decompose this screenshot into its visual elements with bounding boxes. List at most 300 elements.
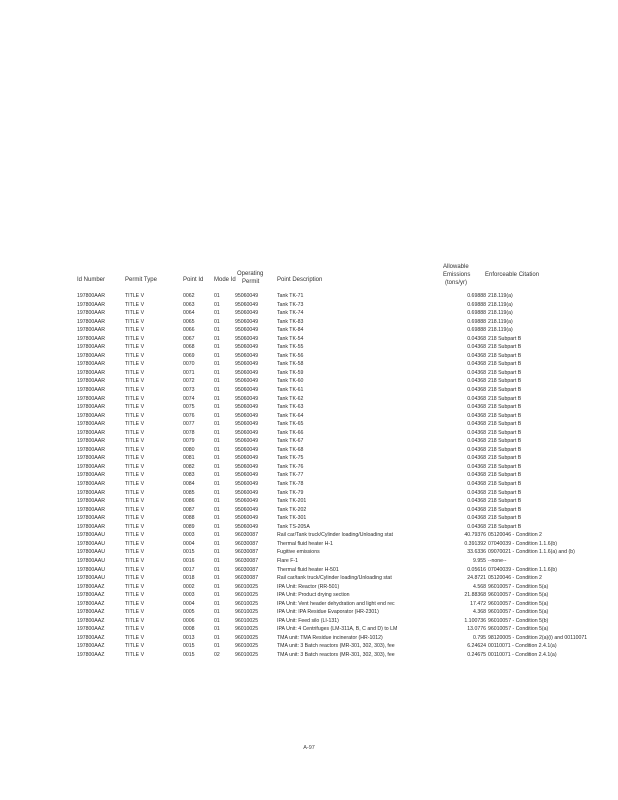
cell-permit-type: TITLE V — [125, 472, 145, 479]
cell-permit-type: TITLE V — [125, 404, 145, 411]
cell-enforceable-citation: 218 Subpart B — [488, 506, 522, 513]
cell-operating-permit: 96010025 — [235, 643, 259, 650]
cell-operating-permit: 96030087 — [235, 532, 259, 539]
cell-mode-id: 01 — [214, 301, 220, 308]
table-row — [77, 480, 618, 489]
cell-point-id: 0015 — [183, 549, 195, 556]
cell-point-description: TMA unit: 3 Batch reactors (MR-301, 302, 303), fee — [277, 643, 395, 650]
cell-point-description: Tank TK-65 — [277, 421, 304, 428]
cell-mode-id: 01 — [214, 387, 220, 394]
table-row — [77, 412, 618, 421]
cell-id-number: 197800AAZ — [77, 651, 105, 658]
cell-point-id: 0067 — [183, 335, 195, 342]
cell-permit-type: TITLE V — [125, 575, 145, 582]
cell-mode-id: 01 — [214, 318, 220, 325]
cell-permit-type: TITLE V — [125, 566, 145, 573]
cell-mode-id: 01 — [214, 489, 220, 496]
cell-point-id: 0004 — [183, 600, 195, 607]
table-row — [77, 506, 618, 515]
cell-point-id: 0008 — [183, 626, 195, 633]
cell-allowable-emissions: 0.69888 — [467, 327, 486, 334]
cell-point-id: 0087 — [183, 506, 195, 513]
cell-operating-permit: 95060049 — [235, 310, 259, 317]
cell-enforceable-citation: 05120046 - Condition 2 — [488, 532, 542, 539]
cell-id-number: 197800AAR — [77, 498, 105, 505]
cell-permit-type: TITLE V — [125, 617, 145, 624]
table-row — [77, 335, 618, 344]
cell-operating-permit: 95060049 — [235, 335, 259, 342]
cell-permit-type: TITLE V — [125, 609, 145, 616]
cell-operating-permit: 96010025 — [235, 651, 259, 658]
cell-enforceable-citation: 00110071 - Condition 2.4.1(a) — [488, 651, 557, 658]
cell-id-number: 197800AAZ — [77, 626, 105, 633]
cell-enforceable-citation: 218 Subpart B — [488, 361, 522, 368]
cell-point-id: 0077 — [183, 421, 195, 428]
cell-mode-id: 01 — [214, 395, 220, 402]
cell-allowable-emissions: 9.955 — [473, 557, 486, 564]
table-row — [77, 600, 618, 609]
table-row — [77, 566, 618, 575]
table-row — [77, 574, 618, 583]
cell-point-description: Tank TK-75 — [277, 455, 304, 462]
table-row — [77, 497, 618, 506]
table-row — [77, 326, 618, 335]
cell-mode-id: 01 — [214, 506, 220, 513]
table-row — [77, 625, 618, 634]
cell-operating-permit: 95060049 — [235, 361, 259, 368]
cell-point-description: Tank TK-60 — [277, 378, 304, 385]
cell-point-id: 0066 — [183, 327, 195, 334]
cell-allowable-emissions: 0.04368 — [467, 369, 486, 376]
cell-point-description: Tank TK-201 — [277, 498, 307, 505]
table-row — [77, 591, 618, 600]
cell-permit-type: TITLE V — [125, 583, 145, 590]
cell-point-description: IPA Unit: 4 Centrifuges (LM-311A, B, C and D) to LM — [277, 626, 398, 633]
cell-enforceable-citation: 96010057 - Condition 5(a) — [488, 592, 549, 599]
cell-operating-permit: 96030087 — [235, 566, 259, 573]
cell-permit-type: TITLE V — [125, 378, 145, 385]
cell-point-id: 0086 — [183, 498, 195, 505]
cell-permit-type: TITLE V — [125, 455, 145, 462]
cell-point-id: 0004 — [183, 540, 195, 547]
cell-enforceable-citation: 96010057 - Condition 5(a) — [488, 626, 549, 633]
cell-enforceable-citation: 00110071 - Condition 2.4.1(a) — [488, 643, 557, 650]
cell-point-id: 0015 — [183, 643, 195, 650]
cell-permit-type: TITLE V — [125, 446, 145, 453]
cell-allowable-emissions: 17.472 — [470, 600, 486, 607]
cell-permit-type: TITLE V — [125, 463, 145, 470]
cell-point-id: 0005 — [183, 609, 195, 616]
cell-point-description: Tank TK-202 — [277, 506, 307, 513]
cell-enforceable-citation: 218 Subpart B — [488, 387, 522, 394]
table-row — [77, 514, 618, 523]
cell-point-id: 0068 — [183, 344, 195, 351]
header-operating-permit-line2: Permit — [242, 279, 260, 285]
table-row — [77, 642, 618, 651]
cell-id-number: 197800AAZ — [77, 583, 105, 590]
cell-enforceable-citation: 218 Subpart B — [488, 404, 522, 411]
cell-mode-id: 01 — [214, 369, 220, 376]
cell-id-number: 197800AAR — [77, 421, 105, 428]
cell-point-id: 0016 — [183, 557, 195, 564]
cell-allowable-emissions: 0.05616 — [467, 566, 486, 573]
cell-point-id: 0015 — [183, 651, 195, 658]
table-row — [77, 583, 618, 592]
cell-enforceable-citation: 218 Subpart B — [488, 378, 522, 385]
cell-point-description: Tank TK-71 — [277, 293, 304, 299]
cell-enforceable-citation: 218.119(a) — [488, 293, 513, 299]
cell-allowable-emissions: 24.8721 — [467, 575, 486, 582]
cell-point-id: 0071 — [183, 369, 195, 376]
cell-enforceable-citation: 218 Subpart B — [488, 344, 522, 351]
cell-point-description: Tank TS-205A — [277, 523, 310, 530]
table-row — [77, 360, 618, 369]
cell-mode-id: 01 — [214, 429, 220, 436]
cell-operating-permit: 95060049 — [235, 523, 259, 530]
cell-operating-permit: 95060049 — [235, 438, 259, 445]
cell-allowable-emissions: 0.04368 — [467, 481, 486, 488]
cell-enforceable-citation: 218 Subpart B — [488, 463, 522, 470]
cell-point-id: 0018 — [183, 575, 195, 582]
cell-point-id: 0013 — [183, 634, 195, 641]
cell-point-description: TMA unit: TMA Residue incinerator (HR-1012) — [277, 634, 383, 641]
cell-allowable-emissions: 6.24624 — [467, 643, 486, 650]
cell-point-description: Fugitive emissions — [277, 549, 320, 556]
cell-mode-id: 01 — [214, 600, 220, 607]
cell-enforceable-citation: 98120005 - Condition 2(a)(i) and 00110071 — [488, 634, 588, 641]
cell-operating-permit: 95060049 — [235, 455, 259, 462]
cell-mode-id: 01 — [214, 634, 220, 641]
cell-mode-id: 01 — [214, 523, 220, 530]
cell-mode-id: 01 — [214, 421, 220, 428]
cell-permit-type: TITLE V — [125, 626, 145, 633]
cell-operating-permit: 95060049 — [235, 344, 259, 351]
cell-mode-id: 01 — [214, 463, 220, 470]
cell-allowable-emissions: 21.88368 — [464, 592, 486, 599]
cell-enforceable-citation: 218 Subpart B — [488, 455, 522, 462]
table-row — [77, 386, 618, 395]
cell-id-number: 197800AAR — [77, 429, 105, 436]
cell-point-description: Thermal fluid heater H-501 — [277, 566, 339, 573]
cell-enforceable-citation: 218.119(a) — [488, 318, 513, 325]
table-row — [77, 463, 618, 472]
cell-permit-type: TITLE V — [125, 335, 145, 342]
cell-id-number: 197800AAU — [77, 532, 105, 539]
cell-operating-permit: 95060049 — [235, 429, 259, 436]
cell-allowable-emissions: 0.04368 — [467, 472, 486, 479]
cell-operating-permit: 96030087 — [235, 549, 259, 556]
cell-mode-id: 01 — [214, 575, 220, 582]
cell-id-number: 197800AAR — [77, 318, 105, 325]
cell-point-id: 0003 — [183, 532, 195, 539]
cell-operating-permit: 96010025 — [235, 600, 259, 607]
cell-enforceable-citation: 218 Subpart B — [488, 369, 522, 376]
cell-operating-permit: 96010025 — [235, 626, 259, 633]
cell-mode-id: 01 — [214, 293, 220, 299]
cell-operating-permit: 95060049 — [235, 378, 259, 385]
cell-id-number: 197800AAR — [77, 395, 105, 402]
cell-operating-permit: 95060049 — [235, 352, 259, 359]
cell-point-id: 0079 — [183, 438, 195, 445]
cell-id-number: 197800AAR — [77, 455, 105, 462]
header-point-description: Point Description — [277, 277, 323, 283]
cell-id-number: 197800AAZ — [77, 592, 105, 599]
cell-mode-id: 01 — [214, 540, 220, 547]
cell-point-description: IPA Unit: Vent header dehydration and light end rec — [277, 600, 395, 607]
cell-point-id: 0070 — [183, 361, 195, 368]
cell-mode-id: 01 — [214, 626, 220, 633]
cell-point-id: 0085 — [183, 489, 195, 496]
cell-point-id: 0076 — [183, 412, 195, 419]
cell-allowable-emissions: 0.04368 — [467, 412, 486, 419]
cell-permit-type: TITLE V — [125, 387, 145, 394]
cell-allowable-emissions: 0.04368 — [467, 387, 486, 394]
cell-permit-type: TITLE V — [125, 549, 145, 556]
cell-point-description: Tank TK-56 — [277, 352, 304, 359]
cell-allowable-emissions: 0.04368 — [467, 515, 486, 522]
cell-operating-permit: 95060049 — [235, 301, 259, 308]
cell-permit-type: TITLE V — [125, 643, 145, 650]
cell-point-description: Tank TK-84 — [277, 327, 304, 334]
cell-point-id: 0006 — [183, 617, 195, 624]
cell-point-id: 0072 — [183, 378, 195, 385]
cell-id-number: 197800AAR — [77, 481, 105, 488]
cell-point-id: 0080 — [183, 446, 195, 453]
cell-point-id: 0088 — [183, 515, 195, 522]
cell-id-number: 197800AAR — [77, 515, 105, 522]
cell-point-id: 0065 — [183, 318, 195, 325]
cell-point-id: 0075 — [183, 404, 195, 411]
table-row — [77, 471, 618, 480]
cell-mode-id: 01 — [214, 617, 220, 624]
cell-operating-permit: 96030087 — [235, 540, 259, 547]
cell-mode-id: 01 — [214, 609, 220, 616]
cell-operating-permit: 96010025 — [235, 592, 259, 599]
cell-permit-type: TITLE V — [125, 557, 145, 564]
cell-permit-type: TITLE V — [125, 395, 145, 402]
cell-mode-id: 01 — [214, 566, 220, 573]
cell-id-number: 197800AAR — [77, 310, 105, 317]
table-row — [77, 523, 618, 532]
cell-mode-id: 01 — [214, 549, 220, 556]
cell-id-number: 197800AAR — [77, 352, 105, 359]
cell-mode-id: 01 — [214, 455, 220, 462]
cell-operating-permit: 96010025 — [235, 583, 259, 590]
cell-id-number: 197800AAR — [77, 412, 105, 419]
cell-permit-type: TITLE V — [125, 361, 145, 368]
cell-permit-type: TITLE V — [125, 523, 145, 530]
cell-operating-permit: 95060049 — [235, 515, 259, 522]
cell-operating-permit: 95060049 — [235, 498, 259, 505]
cell-enforceable-citation: 218 Subpart B — [488, 352, 522, 359]
cell-point-description: Thermal fluid heater H-1 — [277, 540, 333, 547]
header-mode-id: Mode Id — [214, 277, 236, 283]
cell-id-number: 197800AAU — [77, 557, 105, 564]
cell-point-description: Tank TK-83 — [277, 318, 304, 325]
header-allowable-line2: Emissions — [443, 272, 471, 278]
cell-permit-type: TITLE V — [125, 592, 145, 599]
cell-point-description: Tank TK-54 — [277, 335, 304, 342]
table-row — [77, 395, 618, 404]
cell-permit-type: TITLE V — [125, 412, 145, 419]
cell-permit-type: TITLE V — [125, 421, 145, 428]
cell-point-description: Tank TK-67 — [277, 438, 304, 445]
cell-operating-permit: 96030087 — [235, 575, 259, 582]
table-header — [77, 258, 618, 292]
cell-id-number: 197800AAR — [77, 404, 105, 411]
table-row — [77, 548, 618, 557]
cell-allowable-emissions: 0.04368 — [467, 352, 486, 359]
cell-operating-permit: 95060049 — [235, 293, 259, 299]
cell-operating-permit: 95060049 — [235, 327, 259, 334]
permit-table — [77, 258, 618, 660]
cell-point-description: Tank TK-61 — [277, 387, 304, 394]
cell-enforceable-citation: 96010057 - Condition 5(a) — [488, 609, 549, 616]
cell-allowable-emissions: 0.04368 — [467, 429, 486, 436]
page-number: A-97 — [303, 745, 315, 751]
cell-permit-type: TITLE V — [125, 634, 145, 641]
cell-allowable-emissions: 0.04368 — [467, 489, 486, 496]
cell-point-id: 0017 — [183, 566, 195, 573]
cell-mode-id: 01 — [214, 481, 220, 488]
header-permit-type: Permit Type — [125, 277, 157, 283]
cell-point-id: 0062 — [183, 293, 195, 299]
cell-enforceable-citation: 218.119(a) — [488, 310, 513, 317]
cell-mode-id: 01 — [214, 352, 220, 359]
cell-allowable-emissions: 0.24675 — [467, 651, 486, 658]
cell-allowable-emissions: 0.795 — [473, 634, 486, 641]
cell-id-number: 197800AAR — [77, 438, 105, 445]
cell-id-number: 197800AAZ — [77, 634, 105, 641]
cell-operating-permit: 95060049 — [235, 412, 259, 419]
cell-operating-permit: 95060049 — [235, 481, 259, 488]
cell-permit-type: TITLE V — [125, 369, 145, 376]
header-id-number: Id Number — [77, 277, 106, 283]
cell-point-id: 0082 — [183, 463, 195, 470]
table-row — [77, 352, 618, 361]
table-row — [77, 301, 618, 310]
cell-mode-id: 01 — [214, 310, 220, 317]
cell-id-number: 197800AAR — [77, 335, 105, 342]
cell-point-id: 0089 — [183, 523, 195, 530]
cell-mode-id: 01 — [214, 557, 220, 564]
cell-operating-permit: 95060049 — [235, 318, 259, 325]
cell-point-id: 0003 — [183, 592, 195, 599]
cell-point-description: Tank TK-63 — [277, 404, 304, 411]
cell-allowable-emissions: 0.04368 — [467, 455, 486, 462]
cell-permit-type: TITLE V — [125, 310, 145, 317]
cell-allowable-emissions: 0.391392 — [464, 540, 486, 547]
cell-operating-permit: 95060049 — [235, 506, 259, 513]
cell-enforceable-citation: 218 Subpart B — [488, 523, 522, 530]
cell-enforceable-citation: 07040039 - Condition 1.1.6(b) — [488, 566, 557, 573]
table-row — [77, 531, 618, 540]
cell-id-number: 197800AAR — [77, 523, 105, 530]
table-row — [77, 309, 618, 318]
cell-permit-type: TITLE V — [125, 498, 145, 505]
cell-allowable-emissions: 0.04368 — [467, 361, 486, 368]
cell-enforceable-citation: 96010057 - Condition 5(a) — [488, 583, 549, 590]
cell-allowable-emissions: 0.04368 — [467, 446, 486, 453]
cell-operating-permit: 95060049 — [235, 387, 259, 394]
cell-id-number: 197800AAR — [77, 301, 105, 308]
cell-operating-permit: 95060049 — [235, 404, 259, 411]
cell-id-number: 197800AAR — [77, 506, 105, 513]
table-row — [77, 617, 618, 626]
cell-permit-type: TITLE V — [125, 600, 145, 607]
cell-permit-type: TITLE V — [125, 352, 145, 359]
cell-point-id: 0084 — [183, 481, 195, 488]
header-enforceable-citation: Enforceable Citation — [485, 272, 540, 278]
cell-mode-id: 01 — [214, 327, 220, 334]
cell-permit-type: TITLE V — [125, 506, 145, 513]
cell-id-number: 197800AAZ — [77, 617, 105, 624]
cell-allowable-emissions: 33.6336 — [467, 549, 486, 556]
cell-enforceable-citation: 218 Subpart B — [488, 481, 522, 488]
table-row — [77, 608, 618, 617]
cell-mode-id: 01 — [214, 498, 220, 505]
cell-point-id: 0078 — [183, 429, 195, 436]
cell-id-number: 197800AAZ — [77, 600, 105, 607]
table-row — [77, 292, 618, 301]
cell-id-number: 197800AAR — [77, 369, 105, 376]
table-row — [77, 343, 618, 352]
table-row — [77, 557, 618, 566]
cell-mode-id: 01 — [214, 583, 220, 590]
cell-permit-type: TITLE V — [125, 489, 145, 496]
table-row — [77, 403, 618, 412]
cell-enforceable-citation: 05120046 - Condition 2 — [488, 575, 542, 582]
cell-id-number: 197800AAZ — [77, 643, 105, 650]
cell-id-number: 197800AAU — [77, 549, 105, 556]
cell-operating-permit: 95060049 — [235, 463, 259, 470]
cell-id-number: 197800AAR — [77, 472, 105, 479]
cell-id-number: 197800AAR — [77, 327, 105, 334]
cell-point-description: Tank TK-58 — [277, 361, 304, 368]
cell-point-id: 0064 — [183, 310, 195, 317]
cell-mode-id: 01 — [214, 361, 220, 368]
header-point-id: Point Id — [183, 277, 204, 283]
cell-enforceable-citation: 218 Subpart B — [488, 438, 522, 445]
cell-point-description: Rail car/tank truck/Cylinder loading/Unloading stat — [277, 575, 392, 582]
cell-mode-id: 01 — [214, 643, 220, 650]
cell-point-description: Tank TK-77 — [277, 472, 304, 479]
cell-allowable-emissions: 4.568 — [473, 583, 486, 590]
table-row — [77, 318, 618, 327]
cell-allowable-emissions: 0.04368 — [467, 421, 486, 428]
cell-allowable-emissions: 0.04368 — [467, 523, 486, 530]
cell-enforceable-citation: --none-- — [488, 557, 507, 564]
cell-enforceable-citation: 218.119(a) — [488, 301, 513, 308]
cell-allowable-emissions: 0.69888 — [467, 310, 486, 317]
cell-point-description: Tank TK-62 — [277, 395, 304, 402]
cell-enforceable-citation: 218 Subpart B — [488, 489, 522, 496]
cell-permit-type: TITLE V — [125, 651, 145, 658]
cell-permit-type: TITLE V — [125, 481, 145, 488]
cell-id-number: 197800AAZ — [77, 609, 105, 616]
table-row — [77, 651, 618, 660]
cell-mode-id: 01 — [214, 378, 220, 385]
table-row — [77, 377, 618, 386]
cell-operating-permit: 96030087 — [235, 557, 259, 564]
cell-point-description: Rail car/Tank truck/Cylinder loading/Unloading stat — [277, 532, 393, 539]
cell-permit-type: TITLE V — [125, 301, 145, 308]
cell-operating-permit: 96010025 — [235, 634, 259, 641]
cell-enforceable-citation: 09070021 - Condition 1.1.6(a) and (b) — [488, 549, 575, 556]
cell-id-number: 197800AAU — [77, 575, 105, 582]
cell-permit-type: TITLE V — [125, 438, 145, 445]
cell-allowable-emissions: 1.100736 — [464, 617, 486, 624]
